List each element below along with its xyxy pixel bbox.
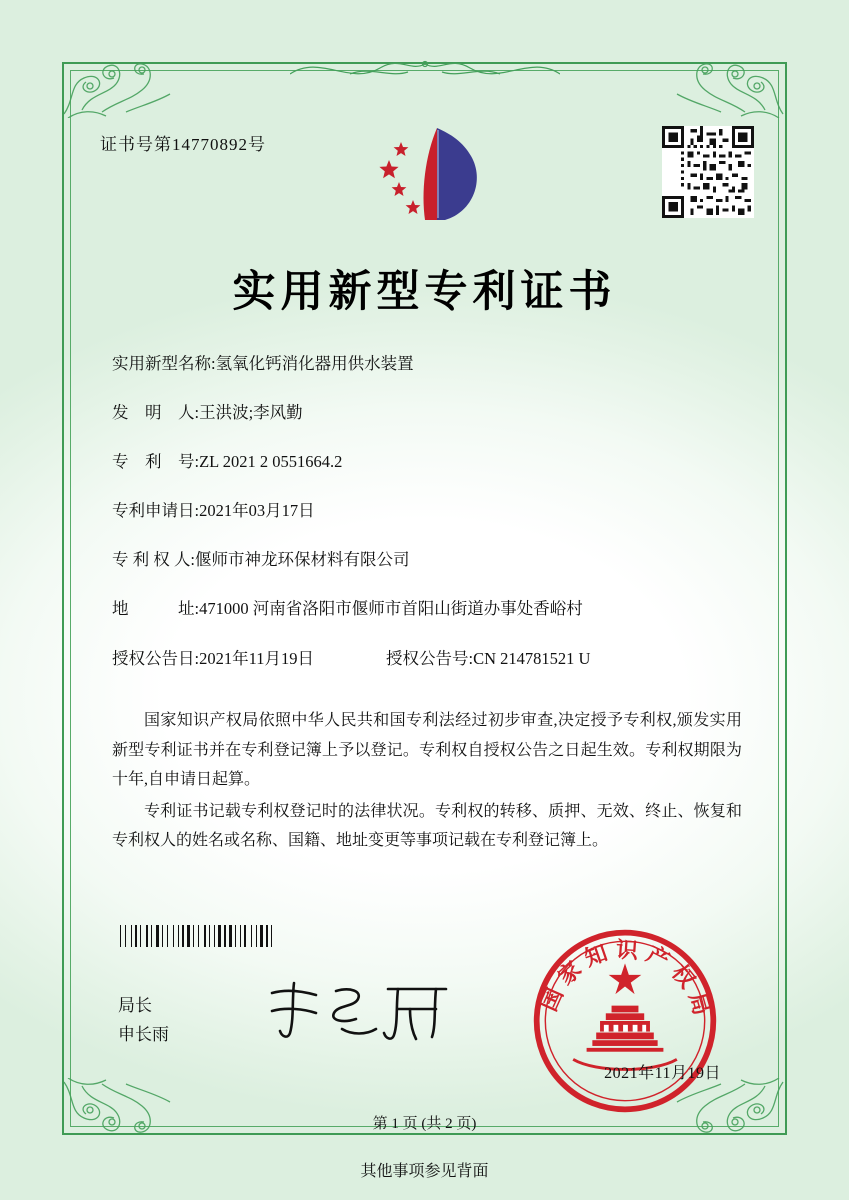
field-label: 地 址: bbox=[112, 599, 200, 619]
page-number: 第 1 页 (共 2 页) bbox=[372, 1116, 477, 1132]
certificate-fields bbox=[112, 352, 752, 696]
barcode-icon bbox=[120, 925, 334, 947]
certificate-number: 证书号第14770892号 bbox=[100, 135, 266, 154]
corner-ornament-icon bbox=[667, 40, 787, 118]
field-row bbox=[112, 548, 752, 571]
page-title: 实用新型专利证书 bbox=[232, 267, 617, 317]
field-label: 专 利 权 人: bbox=[112, 550, 195, 570]
qr-code-icon bbox=[662, 126, 754, 218]
svg-text:国家知识产权局: 国家知识产权局 bbox=[536, 936, 717, 1025]
field-label: 专利申请日: bbox=[112, 501, 200, 521]
field-row bbox=[112, 450, 752, 473]
field-row bbox=[112, 401, 752, 424]
field-row bbox=[112, 352, 752, 375]
field-value: 氢氧化钙消化器用供水装置 bbox=[215, 354, 414, 373]
corner-ornament-icon bbox=[60, 40, 180, 118]
handwritten-signature-icon bbox=[258, 975, 458, 1045]
signature-label bbox=[118, 992, 169, 1050]
paragraph: 国家知识产权局依照中华人民共和国专利法经过初步审查,决定授予专利权,颁发实用新型专利证书并在专利登记簿上予以登记。专利权自授权公告之日起生效。专利权期限为十年,自申请日起算。 bbox=[112, 712, 742, 789]
director-name: 申长雨 bbox=[118, 1024, 169, 1044]
grant-number-label: 授权公告号: bbox=[385, 648, 474, 668]
field-value: 2021年03月17日 bbox=[199, 501, 315, 521]
field-label: 实用新型名称: bbox=[112, 354, 216, 373]
field-label: 发 明 人: bbox=[112, 403, 200, 423]
field-value: 偃师市神龙环保材料有限公司 bbox=[194, 550, 410, 570]
back-side-note: 其他事项参见背面 bbox=[360, 1163, 489, 1180]
field-value: ZL 2021 2 0551664.2 bbox=[199, 452, 343, 472]
cnipa-logo-icon bbox=[375, 120, 490, 230]
official-red-seal-icon bbox=[529, 925, 721, 1117]
field-row bbox=[112, 597, 752, 620]
top-center-ornament-icon bbox=[290, 44, 560, 90]
field-label: 专 利 号: bbox=[112, 452, 200, 472]
seal-date: 2021年11月19日 bbox=[604, 1065, 721, 1082]
grant-date-label: 授权公告日: bbox=[112, 648, 200, 668]
field-row bbox=[112, 499, 752, 522]
field-value: 471000 河南省洛阳市偃师市首阳山街道办事处香峪村 bbox=[199, 599, 583, 619]
field-value: 王洪波;李风勤 bbox=[199, 403, 303, 423]
legal-text bbox=[112, 706, 742, 858]
paragraph: 专利证书记载专利权登记时的法律状况。专利权的转移、质押、无效、终止、恢复和专利权人的姓名或名称、国籍、地址变更等事项记载在专利登记簿上。 bbox=[112, 802, 742, 850]
grant-number-value: CN 214781521 U bbox=[473, 648, 591, 668]
grant-date-value: 2021年11月19日 bbox=[199, 648, 314, 668]
director-role: 局长 bbox=[118, 996, 152, 1015]
grant-row bbox=[112, 647, 752, 670]
